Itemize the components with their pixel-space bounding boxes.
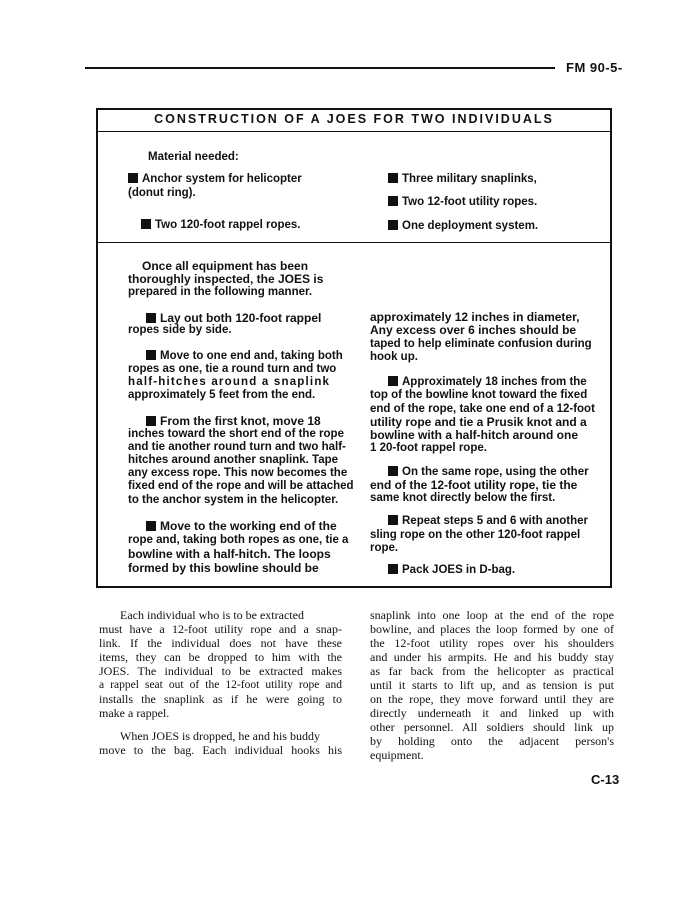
page-number: C-13 (591, 772, 620, 787)
header-rule (85, 67, 555, 69)
left-step-4: Move to the working end of the (146, 519, 337, 533)
right-step-2-line-3: same knot directly below the first. (370, 492, 556, 504)
body-right-line-10: by holding onto the adjacent person's (370, 734, 614, 748)
left-step-2-line-2: ropes as one, tie a round turn and two (128, 363, 337, 375)
material-heading: Material needed: (148, 151, 239, 163)
left-step-3-line-2: inches toward the short end of the rope (128, 428, 344, 440)
bullet-icon (141, 219, 151, 229)
right-cont-line-3: taped to help eliminate confusion during (370, 338, 592, 350)
box-title: CONSTRUCTION OF A JOES FOR TWO INDIVIDUALS (154, 112, 554, 126)
right-step-1-line-4: utility rope and tie a Prusik knot and a (370, 415, 587, 429)
title-rule (96, 131, 612, 132)
right-step-1-line-5: bowline with a half-hitch around one (370, 428, 578, 442)
left-step-3-line-4: hitches around another snaplink. Tape (128, 454, 339, 466)
bullet-icon (388, 515, 398, 525)
bullet-icon (146, 313, 156, 323)
material-left-1-cont: (donut ring). (128, 187, 196, 199)
document-id: FM 90-5- (566, 60, 623, 75)
body-left-line-3: link. If the individual does not have these (99, 636, 342, 650)
material-right-2: Two 12-foot utility ropes. (388, 195, 537, 209)
right-step-1-line-6: 1 20-foot rappel rope. (370, 442, 487, 454)
body-left-line-7: installs the snaplink as if he were going to (99, 692, 342, 706)
body-right-line-4: and under his armpits. He and his buddy stay (370, 650, 614, 664)
body-right-line-9: other personnel. All soldiers should link up (370, 720, 614, 734)
body-left-line-1: Each individual who is to be extracted (120, 608, 304, 622)
left-step-3-line-7: to the anchor system in the helicopter. (128, 494, 339, 506)
body-right-line-2: bowline, and places the loop formed by one of (370, 622, 614, 636)
body-right-line-7: on the rope, they move forward until they are (370, 692, 614, 706)
material-left-2: Two 120-foot rappel ropes. (141, 218, 300, 232)
bullet-icon (146, 521, 156, 531)
bullet-icon (146, 416, 156, 426)
left-step-2-line-3: half-hitches around a snaplink (128, 376, 331, 388)
left-step-1: Lay out both 120-foot rappel (146, 311, 321, 325)
material-right-1: Three military snaplinks, (388, 172, 537, 186)
left-step-2: Move to one end and, taking both (146, 349, 343, 363)
right-cont-line-2: Any excess over 6 inches should be (370, 323, 577, 337)
left-step-3-line-3: and tie another round turn and two half- (128, 441, 346, 453)
right-step-3: Repeat steps 5 and 6 with another (388, 514, 588, 528)
right-step-2-line-2: end of the 12-foot utility rope, tie the (370, 478, 578, 492)
bullet-icon (388, 196, 398, 206)
left-step-1-line-2: ropes side by side. (128, 324, 232, 336)
left-step-2-line-4: approximately 5 feet from the end. (128, 389, 316, 401)
intro-line-3: prepared in the following manner. (128, 286, 313, 298)
body-right-line-5: as far back from the helicopter as practical (370, 664, 614, 678)
bullet-icon (146, 350, 156, 360)
body-right-line-6: until it starts to lift up, and as tension is put (370, 678, 614, 692)
body-left-line-4: items, they can be dropped to him with the (99, 650, 342, 664)
body-left-line-10: move to the bag. Each individual hooks his (99, 743, 342, 757)
right-step-3-line-2: sling rope on the other 120-foot rappel (370, 529, 581, 541)
right-step-1-line-3: end of the rope, take one end of a 12-foot (370, 403, 595, 415)
body-right-line-8: directly underneath it and linked up with (370, 706, 614, 720)
left-step-4-line-2: rope and, taking both ropes as one, tie a (128, 534, 349, 546)
body-right-line-1: snaplink into one loop at the end of the rope (370, 608, 614, 622)
bullet-icon (388, 376, 398, 386)
body-left-line-2: must have a 12-foot utility rope and a snap- (99, 622, 342, 636)
body-left-line-6: a rappel seat out of the 12-foot utility rope and (99, 679, 342, 691)
bullet-icon (128, 173, 138, 183)
body-left-line-8: make a rappel. (99, 706, 170, 720)
right-step-1: Approximately 18 inches from the (388, 375, 587, 389)
bullet-icon (388, 564, 398, 574)
body-left-line-9: When JOES is dropped, he and his buddy (120, 729, 320, 743)
body-left-line-5: JOES. The individual to be extracted makes (99, 664, 342, 678)
left-step-3-line-6: fixed end of the rope and will be attached (128, 480, 354, 492)
left-step-4-line-3: bowline with a half-hitch. The loops (128, 547, 331, 561)
left-step-3: From the first knot, move 18 (146, 414, 321, 428)
right-step-1-line-2: top of the bowline knot toward the fixed (370, 389, 588, 401)
right-step-3-line-3: rope. (370, 542, 399, 554)
intro-line-2: thoroughly inspected, the JOES is (128, 272, 324, 286)
bullet-icon (388, 173, 398, 183)
right-step-4: Pack JOES in D-bag. (388, 563, 515, 577)
material-right-3: One deployment system. (388, 219, 538, 233)
right-cont-line-4: hook up. (370, 351, 418, 363)
right-cont-line-1: approximately 12 inches in diameter, (370, 310, 580, 324)
bullet-icon (388, 466, 398, 476)
body-right-line-11: equipment. (370, 748, 424, 762)
left-step-4-line-4: formed by this bowline should be (128, 561, 319, 575)
body-right-line-3: the 12-foot utility ropes over his shoulders (370, 636, 614, 650)
left-step-3-line-5: any excess rope. This now becomes the (128, 467, 348, 479)
bullet-icon (388, 220, 398, 230)
right-step-2: On the same rope, using the other (388, 465, 589, 479)
intro-line-1: Once all equipment has been (142, 259, 309, 273)
material-left-1: Anchor system for helicopter (128, 172, 302, 186)
section-rule (96, 242, 612, 243)
